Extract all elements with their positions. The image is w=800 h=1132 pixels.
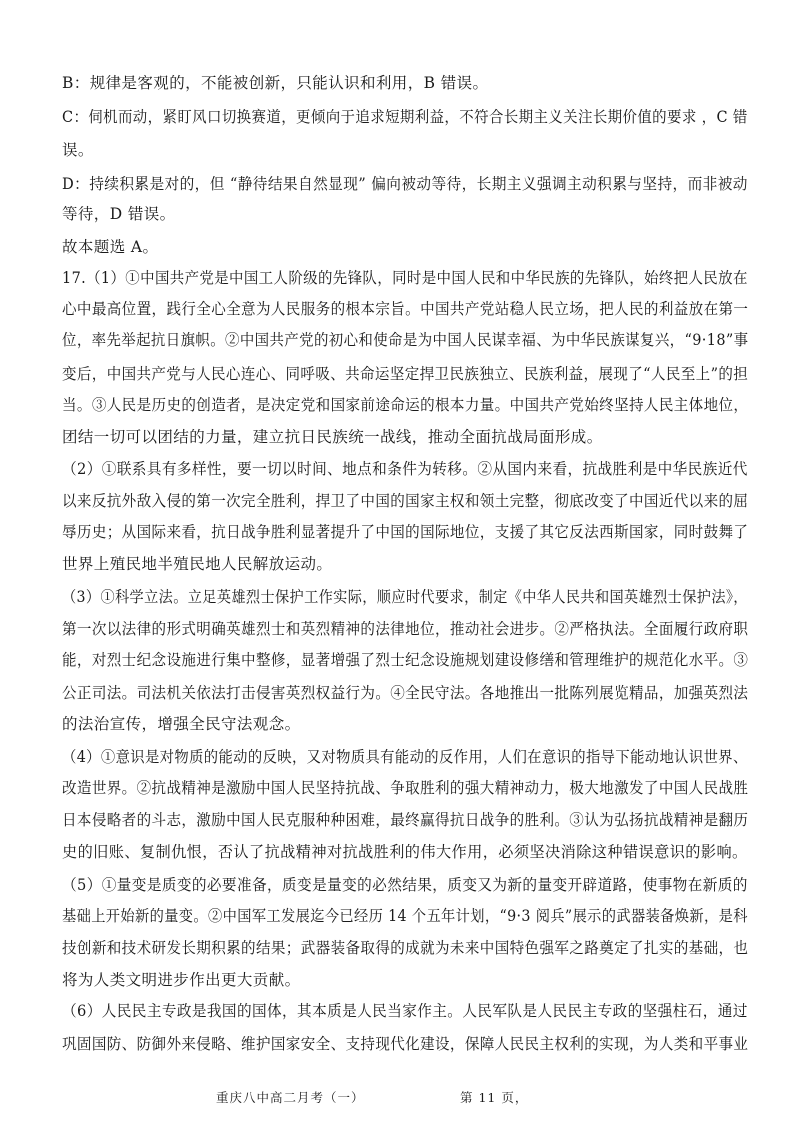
text-line: （6）人民民主专政是我国的国体，其本质是人民当家作主。人民军队是人民民主专政的坚强柱石，通过 <box>62 1002 748 1020</box>
text-line: 技创新和技术研发长期积累的结果；武器装备取得的成就为未来中国特色强军之路奠定了扎实的基础，也 <box>62 939 749 957</box>
text-line: C：伺机而动，紧盯风口切换赛道，更倾向于追求短期利益，不符合长期主义关注长期价值的要求 ，C 错 <box>62 108 748 126</box>
text-line: 公正司法。司法机关依法打击侵害英烈权益行为。④全民守法。各地推出一批陈列展览精品，加强英烈法 <box>62 684 749 702</box>
text-line: 的法治宣传，增强全民守法观念。 <box>62 715 301 733</box>
text-line: 等待，D 错误。 <box>62 205 176 223</box>
text-line: 基础上开始新的量变。②中国军工发展迄今已经历 14 个五年计划，“9·3 阅兵”展示的武器装备焕新，是科 <box>62 907 748 925</box>
text-line: 能，对烈士纪念设施进行集中整修，显著增强了烈士纪念设施规划建设修缮和管理维护的规范化水平。③ <box>62 651 749 669</box>
text-line: （5）①量变是质变的必要准备，质变是量变的必然结果，质变又为新的量变开辟道路，使事物在新质的 <box>62 876 748 894</box>
text-line: 世界上殖民地半殖民地人民解放运动。 <box>62 555 333 573</box>
text-line: （2）①联系具有多样性，要一切以时间、地点和条件为转移。②从国内来看，抗战胜利是中华民族近代 <box>62 460 748 478</box>
text-line: 团结一切可以团结的力量，建立抗日民族统一战线，推动全面抗战局面形成。 <box>62 428 603 446</box>
text-line: 辱历史；从国际来看，抗日战争胜利显著提升了中国的国际地位，支援了其它反法西斯国家，同时鼓舞了 <box>62 523 749 541</box>
text-line: 故本题选 A。 <box>62 238 159 256</box>
text-line: D：持续积累是对的，但 “静待结果自然显现” 偏向被动等待，长期主义强调主动积累与坚持，而非被动 <box>62 175 748 193</box>
footer-school: 重庆八中高二月考（一） <box>216 1090 365 1105</box>
text-line: 当。③人民是历史的创造者，是决定党和国家前途命运的根本力量。中国共产党始终坚持人民主体地位， <box>62 396 749 414</box>
text-line: 日本侵略者的斗志，激励中国人民克服种种困难，最终赢得抗日战争的胜利。③认为弘扬抗战精神是翻历 <box>62 811 749 829</box>
text-line: 位，率先举起抗日旗帜。②中国共产党的初心和使命是为中国人民谋幸福、为中华民族谋复兴，“9·18”事 <box>62 331 749 349</box>
text-line: 17.（1）①中国共产党是中国工人阶级的先锋队，同时是中国人民和中华民族的先锋队，始终把人民放在 <box>62 269 748 287</box>
text-line: 误。 <box>62 141 94 159</box>
text-line: 巩固国防、防御外来侵略、维护国家安全、支持现代化建设，保障人民民主权利的实现，为人类和平事业 <box>62 1035 749 1053</box>
text-line: B：规律是客观的，不能被创新，只能认识和利用，B 错误。 <box>62 74 489 92</box>
text-line: 史的旧账、复制仇恨，否认了抗战精神对抗战胜利的伟大作用，必须坚决消除这种错误意识的影响。 <box>62 843 748 861</box>
text-line: 改造世界。②抗战精神是激励中国人民坚持抗战、争取胜利的强大精神动力，极大地激发了中国人民战胜 <box>62 779 749 797</box>
text-line: 将为人类文明进步作出更大贡献。 <box>62 971 301 989</box>
text-line: （4）①意识是对物质的能动的反映，又对物质具有能动的反作用，人们在意识的指导下能动地认识世界、 <box>62 748 748 766</box>
text-line: （3）①科学立法。立足英雄烈士保护工作实际，顺应时代要求，制定《中华人民共和国英雄烈士保护法》， <box>62 588 748 606</box>
text-line: 第一次以法律的形式明确英雄烈士和英烈精神的法律地位，推动社会进步。②严格执法。全面履行政府职 <box>62 620 749 638</box>
text-line: 心中最高位置，践行全心全意为人民服务的根本宗旨。中国共产党站稳人民立场，把人民的利益放在第一 <box>62 300 749 318</box>
text-line: 变后，中国共产党与人民心连心、同呼吸、共命运坚定捍卫民族独立、民族利益，展现了“人民至上”的担 <box>62 365 749 383</box>
footer-page-number: 第 11 页， <box>460 1090 529 1105</box>
text-line: 以来反抗外敌入侵的第一次完全胜利，捍卫了中国的国家主权和领土完整，彻底改变了中国近代以来的屈 <box>62 492 749 510</box>
